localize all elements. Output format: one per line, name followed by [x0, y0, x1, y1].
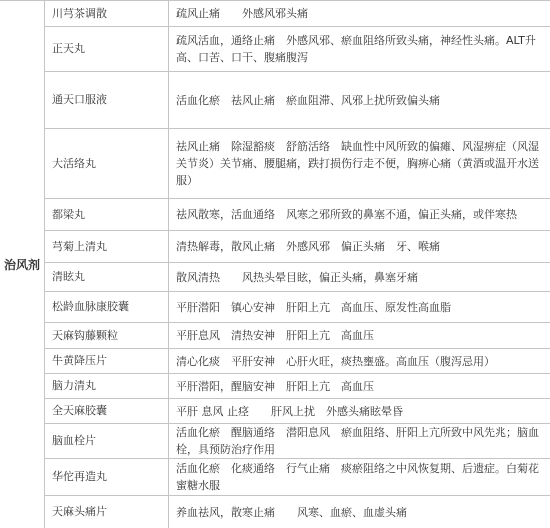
- formula-indication: [176, 323, 542, 348]
- indication-text: 养血祛风，散寒止痛 风寒、血瘀、血虚头痛: [176, 505, 407, 519]
- indication-text: 活血化瘀 醒脑通络 潜阳息风 瘀血阻络、肝阳上亢所致中风先兆；脑血栓，具预防治疗作用: [176, 426, 539, 456]
- formula-name: 华佗再造丸: [52, 470, 107, 483]
- formula-name: 全天麻胶囊: [52, 404, 107, 417]
- formula-indication: [176, 349, 542, 373]
- indication-text: 平肝潜阳，醒脑安神 肝阳上亢 高血压: [176, 379, 374, 393]
- formula-indication: [176, 27, 542, 71]
- indication-text: 平肝潜阳 镇心安神 肝阳上亢 高血压、原发性高血脂: [176, 300, 451, 314]
- formula-name: 脑血栓片: [52, 434, 96, 447]
- formula-indication: [176, 424, 542, 458]
- formula-indication: [176, 199, 542, 230]
- indication-text: 散风清热 风热头晕目眩，偏正头痛，鼻塞牙痛: [176, 270, 418, 284]
- indication-text: 祛风散寒，活血通络 风寒之邪所致的鼻塞不通，偏正头痛，或伴寒热: [176, 208, 517, 221]
- formula-indication: [176, 231, 542, 262]
- category-label: 治风剂: [3, 257, 40, 272]
- formula-name: 都梁丸: [52, 207, 85, 221]
- formula-indication: [176, 496, 542, 528]
- formula-indication: [176, 399, 542, 423]
- indication-text: 平肝息风 清热安神 肝阳上亢 高血压: [176, 329, 374, 342]
- indication-text: 清心化痰 平肝安神 心肝火旺，痰热壅盛。高血压（腹泻忌用）: [176, 354, 495, 368]
- indication-text: 疏风止痛 外感风邪头痛: [176, 7, 308, 20]
- formula-indication: [176, 459, 542, 495]
- formula-name: 清眩丸: [52, 270, 85, 283]
- formula-name: 天麻钩藤颗粒: [52, 328, 118, 342]
- formula-indication: [176, 72, 542, 128]
- formula-name: 通天口服液: [52, 93, 107, 106]
- formula-name: 芎菊上清丸: [52, 239, 107, 253]
- formula-indication: [176, 1, 542, 26]
- formula-name: 牛黄降压片: [52, 354, 107, 367]
- formula-indication: [176, 374, 542, 398]
- formula-indication: [176, 263, 542, 291]
- formula-indication: [176, 292, 542, 322]
- formula-name: 天麻头痛片: [52, 505, 107, 518]
- indication-text: 疏风活血，通络止痛 外感风邪、瘀血阻络所致头痛，神经性头痛。ALT升高、口苦、口干、腹痛腹泻: [176, 34, 536, 64]
- formula-name: 正天丸: [52, 42, 85, 55]
- column-divider-category: [44, 0, 45, 528]
- indication-text: 清热解毒，散风止痛 外感风邪 偏正头痛 牙、喉痛: [176, 240, 440, 253]
- indication-text: 活血化瘀 化痰通络 行气止痛 痰瘀阻络之中风恢复期、后遗症。白菊花蜜糖水服: [176, 462, 539, 492]
- column-divider-name: [168, 0, 169, 528]
- formula-name: 大活络丸: [52, 156, 96, 170]
- formula-name: 川芎茶调散: [52, 6, 107, 20]
- formula-name: 松龄血脉康胶囊: [52, 300, 129, 313]
- indication-text: 平肝 息风 止痉 肝风上扰 外感头痛眩晕昏: [176, 404, 403, 418]
- formula-indication: [176, 129, 542, 198]
- formula-name: 脑力清丸: [52, 379, 96, 392]
- indication-text: 活血化瘀 祛风止痛 瘀血阻滞、风邪上扰所致偏头痛: [176, 93, 440, 107]
- indication-text: 祛风止痛 除湿豁痰 舒筋活络 缺血性中风所致的偏瘫、风湿痹症（风湿关节炎）关节痛、腰腿痛，跌打损伤行走不便，胸痹心痛（黄酒或温开水送服）: [176, 140, 539, 187]
